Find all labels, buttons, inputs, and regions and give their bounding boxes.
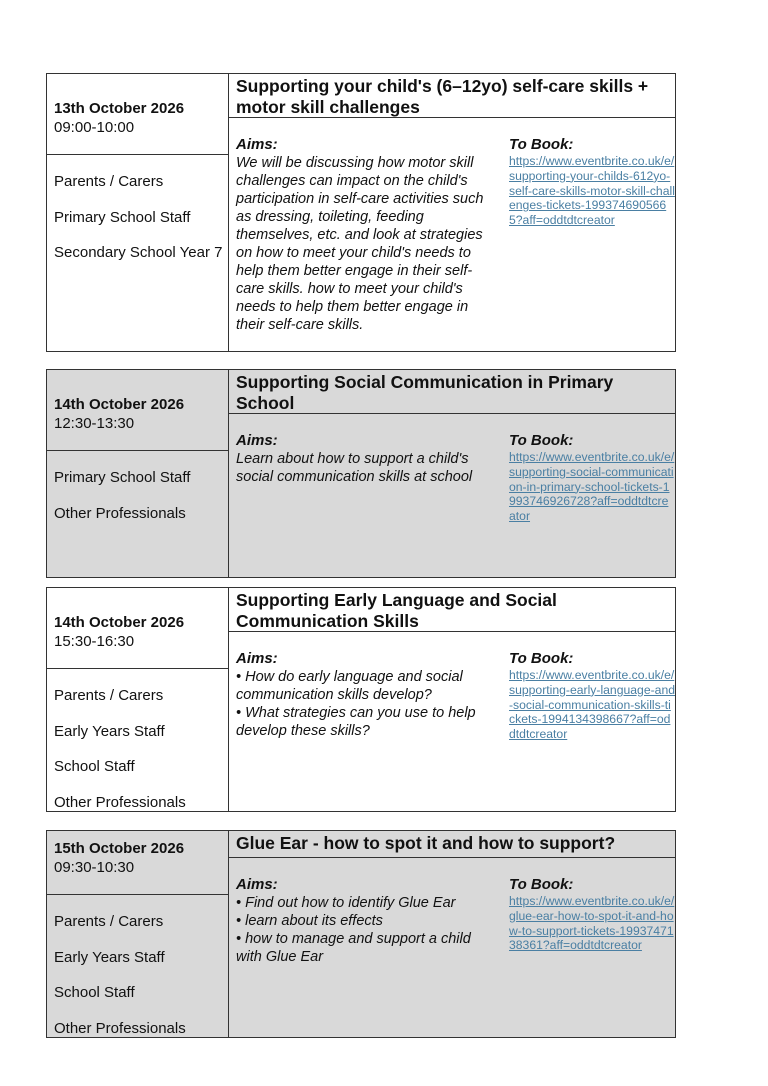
audience-item: Other Professionals [54,1019,186,1037]
audience-item: School Staff [54,984,135,1001]
aims-text [236,894,498,966]
audience-item: Parents / Carers [54,687,164,704]
event-info-column [47,588,229,811]
aims-line: • Find out how to identify Glue Ear [236,895,456,911]
aims-line: • How do early language and social communication skills develop? [236,669,463,703]
to-book-heading: To Book: [509,432,574,449]
date-box [47,831,228,895]
event-card [46,369,676,578]
audience-item: Early Years Staff [54,948,165,966]
audience-item: Other Professionals [54,793,186,811]
audience-item: Early Years Staff [54,722,165,740]
aims-line: • learn about its effects [236,913,383,929]
event-time: 15:30-16:30 [54,633,135,650]
event-title: Glue Ear - how to spot it and how to support? [236,833,616,853]
event-time: 12:30-13:30 [54,415,135,432]
audience-item: Parents / Carers [54,913,164,930]
audience-item: Primary School Staff [54,469,191,486]
aims-line: Learn about how to support a child's social communication skills at school [236,451,473,485]
title-box [229,831,675,858]
booking-link[interactable]: https://www.eventbrite.co.uk/e/glue-ear-how-to-spot-it-and-how-to-support-tickets-1993747138361?aff=oddtdtcreator [509,894,675,953]
date-box [47,588,228,669]
event-date: 14th October 2026 [54,396,185,413]
event-details-column [229,370,675,577]
event-date: 15th October 2026 [54,840,185,857]
aims-heading: Aims: [236,136,278,153]
title-box [229,370,675,414]
event-info-column [47,74,229,351]
event-details-column [229,588,675,811]
event-details-column [229,831,675,1037]
to-book-heading: To Book: [509,876,574,893]
date-box [47,370,228,451]
audience-list [54,173,224,280]
audience-item: Primary School Staff [54,208,191,226]
event-info-column [47,831,229,1037]
aims-heading: Aims: [236,876,278,893]
aims-line: We will be discussing how motor skill challenges can impact on the child's participation in self-care activities such as dressing, toileting, feeding themselves, etc. and look at strategies on how to meet your child's needs to help them better engage in their self-care skills. how to meet your child's needs to help them better engage in their self-care skills. [236,155,484,333]
booking-link[interactable]: https://www.eventbrite.co.uk/e/supporting-social-communication-in-primary-school-tickets-1993746926728?aff=oddtdtcreator [509,450,675,524]
audience-item: Secondary School Year 7 [54,244,223,261]
event-title: Supporting Early Language and Social Communication Skills [236,590,557,631]
booking-link[interactable]: https://www.eventbrite.co.uk/e/supporting-early-language-and-social-communication-skills-tickets-1994134398667?aff=oddtdtcreator [509,668,675,742]
audience-list [54,687,224,829]
aims-heading: Aims: [236,432,278,449]
aims-heading: Aims: [236,650,278,667]
event-time: 09:00-10:00 [54,119,135,136]
aims-text [236,450,498,486]
to-book-heading: To Book: [509,650,574,667]
aims-text [236,668,498,740]
event-date: 13th October 2026 [54,100,185,117]
event-title: Supporting Social Communication in Primary School [236,372,614,413]
title-box [229,74,675,118]
event-title: Supporting your child's (6–12yo) self-care skills + motor skill challenges [236,76,649,117]
event-card [46,587,676,812]
audience-item: School Staff [54,758,135,775]
aims-text [236,154,498,334]
event-info-column [47,370,229,577]
event-details-column [229,74,675,351]
aims-line: • What strategies can you use to help develop these skills? [236,705,476,739]
audience-item: Parents / Carers [54,173,164,190]
date-box [47,74,228,155]
audience-list [54,913,224,1055]
audience-item: Other Professionals [54,504,186,522]
event-time: 09:30-10:30 [54,859,135,876]
aims-line: • how to manage and support a child with Glue Ear [236,931,471,965]
event-date: 14th October 2026 [54,614,185,631]
booking-link[interactable]: https://www.eventbrite.co.uk/e/supporting-your-childs-612yo-self-care-skills-motor-skill-challenges-tickets-1993746905665?aff=oddtdtcreator [509,154,675,228]
event-card [46,73,676,352]
audience-list [54,469,224,540]
to-book-heading: To Book: [509,136,574,153]
title-box [229,588,675,632]
event-card [46,830,676,1038]
